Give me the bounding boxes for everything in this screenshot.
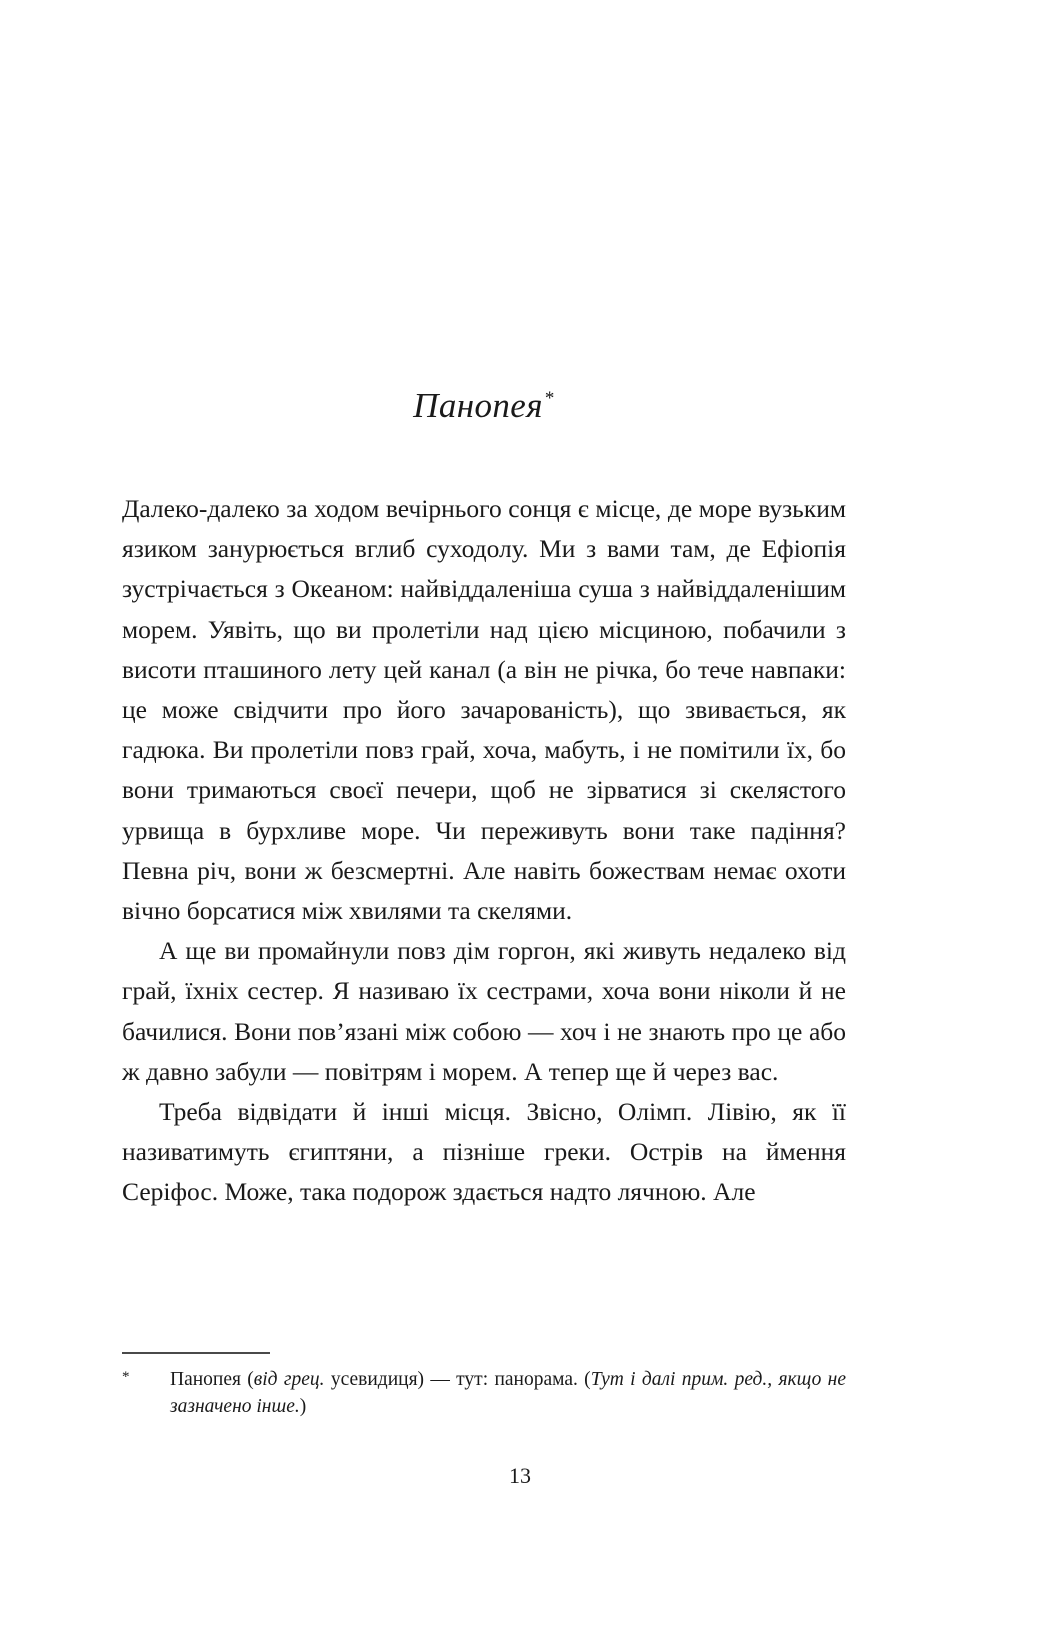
paragraph: А ще ви промайнули повз дім горгон, які живуть недалеко від грай, їхніх сестер. Я називаю їх сестрами, хоча вони ніколи й не бачилися. Вони пов’язані між собою — хоч і не знають про це або ж давно забули — повітрям і морем. А тепер ще й через вас. bbox=[122, 936, 846, 1086]
footnote-source-abbrev: від грец. bbox=[253, 1369, 325, 1390]
footnote-term: Панопея ( bbox=[170, 1369, 254, 1390]
page-title bbox=[122, 0, 846, 427]
body-text bbox=[122, 427, 846, 1213]
footnote-gloss: усевидиця) — тут: панорама. ( bbox=[324, 1369, 591, 1390]
page-content-block bbox=[122, 0, 846, 1213]
paragraph: Далеко-далеко за ходом вечірнього сонця є місце, де море вузьким язиком занурюється вглиб суходолу. Ми з вами там, де Ефіопія зустрічається з Океаном: найвіддаленіша суша з найвіддаленішим морем. Уявіть, що ви пролетіли над цією місциною, побачили з висоти пташиного лету цей канал (а він не річка, бо тече навпаки: це може свідчити про його зачарованість), що звивається, як гадюка. Ви пролетіли повз грай, хоча, мабуть, і не помітили їх, бо вони тримаються своєї печери, щоб не зірватися зі скелястого урвища в бурхливе море. Чи переживуть вони таке падіння? Певна річ, вони ж безсмертні. Але навіть божествам немає охоти вічно борсатися між хвилями та скелями. bbox=[122, 494, 846, 926]
footnote-entry bbox=[122, 1366, 846, 1420]
title-footnote-reference: * bbox=[544, 388, 555, 410]
footnote-editor-note: Тут і далі прим. ред., якщо не зазначено інше. bbox=[170, 1369, 847, 1417]
page-number: 13 bbox=[509, 1463, 531, 1488]
footnote-separator-rule bbox=[122, 1352, 270, 1354]
chapter-title-text: Панопея bbox=[413, 386, 543, 425]
footnote-closing-paren: ) bbox=[299, 1396, 307, 1417]
paragraph: Треба відвідати й інші місця. Звісно, Олімп. Лівію, як її називатимуть єгиптяни, а пізніше греки. Острів на ймення Серіфос. Може, така подорож здається надто лячною. Але bbox=[122, 1097, 846, 1207]
footnote-marker: * bbox=[122, 1369, 130, 1385]
footnote-area bbox=[122, 1352, 846, 1420]
